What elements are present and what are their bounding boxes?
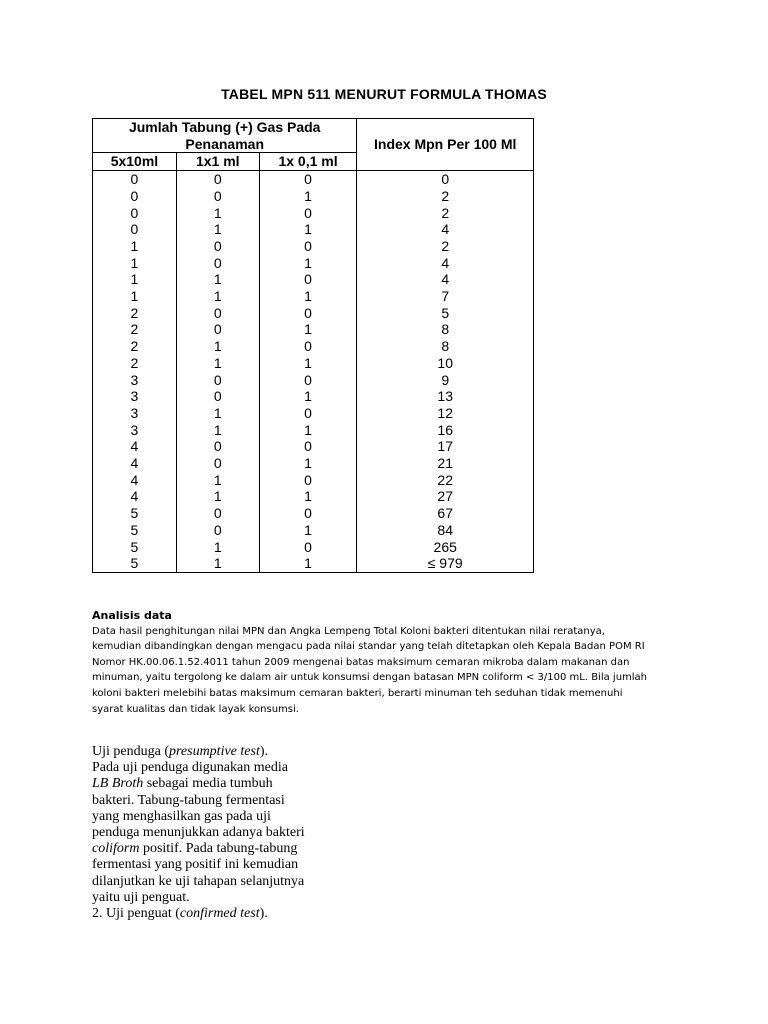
tube-count-cell: 0 [259, 271, 357, 288]
text-line: fermentasi yang positif ini kemudian [92, 857, 299, 873]
tube-count-cell: 0 [259, 539, 357, 556]
tube-count-cell: 0 [259, 438, 357, 455]
analysis-line: minuman, yaitu tergolong ke dalam air untuk konsumsi dengan batasan MPN coliform < 3/100 mL. Bila jumlah [92, 672, 648, 684]
mpn-index-cell: 84 [357, 522, 534, 539]
mpn-index-cell: 4 [357, 221, 534, 238]
tube-count-cell: 1 [93, 238, 177, 255]
col-header-1x1ml: 1x1 ml [176, 153, 259, 171]
tube-count-cell: 3 [93, 422, 177, 439]
mpn-index-cell: 21 [357, 455, 534, 472]
mpn-index-cell: 22 [357, 472, 534, 489]
mpn-index-cell: 2 [357, 238, 534, 255]
table-row [93, 355, 534, 372]
tube-count-cell: 0 [259, 372, 357, 389]
analysis-line: kemudian dibandingkan dengan mengacu pada nilai standar yang telah ditetapkan oleh Kepala Badan POM RI [92, 641, 645, 653]
table-row [93, 405, 534, 422]
analysis-line: syarat kualitas dan tidak layak konsumsi. [92, 703, 299, 715]
tube-count-cell: 4 [93, 488, 177, 505]
tube-count-cell: 1 [259, 488, 357, 505]
tube-count-cell: 1 [176, 539, 259, 556]
col-header-5x10ml: 5x10ml [93, 153, 177, 171]
mpn-index-cell: 10 [357, 355, 534, 372]
table-row [93, 388, 534, 405]
tube-count-cell: 0 [93, 205, 177, 222]
tube-count-cell: 0 [93, 171, 177, 188]
tube-count-cell: 1 [259, 188, 357, 205]
tube-count-cell: 0 [176, 372, 259, 389]
text-line: coliform positif. Pada tabung-tabung [92, 841, 298, 857]
table-row [93, 271, 534, 288]
tube-count-cell: 1 [176, 205, 259, 222]
mpn-index-cell: 2 [357, 205, 534, 222]
tube-count-cell: 2 [93, 338, 177, 355]
tube-count-cell: 0 [176, 238, 259, 255]
tube-count-cell: 1 [176, 488, 259, 505]
text-line: 2. Uji penguat (confirmed test). [92, 906, 268, 922]
tube-count-cell: 1 [259, 255, 357, 272]
tube-count-cell: 1 [259, 355, 357, 372]
table-row [93, 555, 534, 572]
mpn-index-cell: 67 [357, 505, 534, 522]
table-row [93, 288, 534, 305]
tube-count-cell: 0 [176, 305, 259, 322]
mpn-index-cell: 4 [357, 255, 534, 272]
table-row [93, 422, 534, 439]
mpn-index-cell: 12 [357, 405, 534, 422]
table-row [93, 505, 534, 522]
tube-count-cell: 2 [93, 355, 177, 372]
tube-count-cell: 1 [259, 388, 357, 405]
table-body [93, 171, 534, 573]
tube-count-cell: 4 [93, 438, 177, 455]
table-row [93, 188, 534, 205]
tube-count-cell: 1 [259, 288, 357, 305]
tube-count-cell: 0 [259, 505, 357, 522]
mpn-index-cell: 2 [357, 188, 534, 205]
tube-count-cell: 1 [176, 405, 259, 422]
mpn-index-cell: 0 [357, 171, 534, 188]
tube-count-cell: 0 [259, 338, 357, 355]
mpn-index-cell: 16 [357, 422, 534, 439]
table-row [93, 171, 534, 188]
mpn-table [92, 118, 534, 573]
tube-count-cell: 5 [93, 505, 177, 522]
mpn-index-cell: 8 [357, 338, 534, 355]
tube-count-cell: 0 [176, 321, 259, 338]
tube-count-cell: 1 [259, 221, 357, 238]
tube-count-cell: 4 [93, 472, 177, 489]
tube-count-cell: 1 [259, 522, 357, 539]
text-line: Uji penduga (presumptive test). [92, 744, 269, 759]
table-row [93, 205, 534, 222]
tube-count-cell: 0 [176, 255, 259, 272]
tube-count-cell: 5 [93, 522, 177, 539]
tube-count-cell: 1 [259, 555, 357, 572]
presumptive-test-section [92, 744, 352, 922]
tube-count-cell: 1 [176, 555, 259, 572]
tube-count-cell: 0 [259, 405, 357, 422]
table-row [93, 305, 534, 322]
analysis-section [92, 608, 692, 717]
analysis-line: koloni bakteri melebihi batas maksimum cemaran bakteri, berarti minuman teh seduhan tidak memenuhi [92, 687, 623, 699]
table-row [93, 372, 534, 389]
table-row [93, 238, 534, 255]
tube-count-cell: 5 [93, 555, 177, 572]
tube-count-cell: 1 [259, 455, 357, 472]
mpn-index-cell: 27 [357, 488, 534, 505]
tube-count-cell: 0 [176, 388, 259, 405]
analysis-line: Nomor HK.00.06.1.52.4011 tahun 2009 mengenai batas maksimum cemaran mikroba dalam makanan dan [92, 656, 630, 668]
tube-count-cell: 1 [176, 221, 259, 238]
mpn-index-cell: ≤ 979 [357, 555, 534, 572]
tube-count-cell: 0 [93, 188, 177, 205]
table-row [93, 255, 534, 272]
tube-count-cell: 1 [259, 422, 357, 439]
tube-count-cell: 1 [176, 288, 259, 305]
tube-count-cell: 1 [176, 338, 259, 355]
mpn-index-cell: 17 [357, 438, 534, 455]
tube-count-cell: 3 [93, 372, 177, 389]
mpn-index-cell: 8 [357, 321, 534, 338]
tube-count-cell: 3 [93, 405, 177, 422]
tube-count-cell: 0 [176, 455, 259, 472]
text-line: dilanjutkan ke uji tahapan selanjutnya [92, 873, 305, 889]
table-row [93, 438, 534, 455]
tube-count-cell: 1 [93, 271, 177, 288]
tube-count-cell: 1 [176, 472, 259, 489]
table-row [93, 221, 534, 238]
mpn-index-cell: 9 [357, 372, 534, 389]
tube-count-cell: 1 [176, 422, 259, 439]
tube-count-cell: 0 [259, 205, 357, 222]
tube-count-cell: 0 [259, 472, 357, 489]
tube-count-cell: 0 [176, 505, 259, 522]
group-header: Jumlah Tabung (+) Gas Pada Penanaman [93, 119, 357, 153]
table-row [93, 338, 534, 355]
tube-count-cell: 1 [93, 288, 177, 305]
mpn-index-cell: 7 [357, 288, 534, 305]
table-row [93, 321, 534, 338]
mpn-index-cell: 265 [357, 539, 534, 556]
mpn-index-cell: 5 [357, 305, 534, 322]
tube-count-cell: 3 [93, 388, 177, 405]
table-row [93, 472, 534, 489]
text-line: yang menghasilkan gas pada uji [92, 808, 271, 824]
tube-count-cell: 0 [259, 171, 357, 188]
tube-count-cell: 0 [176, 171, 259, 188]
tube-count-cell: 1 [93, 255, 177, 272]
tube-count-cell: 0 [176, 438, 259, 455]
text-line: bakteri. Tabung-tabung fermentasi [92, 792, 285, 808]
text-line: LB Broth sebagai media tumbuh [92, 776, 273, 792]
tube-count-cell: 0 [93, 221, 177, 238]
index-header: Index Mpn Per 100 Ml [357, 119, 534, 171]
tube-count-cell: 4 [93, 455, 177, 472]
tube-count-cell: 2 [93, 321, 177, 338]
tube-count-cell: 0 [176, 188, 259, 205]
text-line: Pada uji penduga digunakan media [92, 760, 288, 776]
table-row [93, 488, 534, 505]
tube-count-cell: 1 [176, 271, 259, 288]
tube-count-cell: 5 [93, 539, 177, 556]
table-row [93, 455, 534, 472]
tube-count-cell: 1 [176, 355, 259, 372]
text-line: penduga menunjukkan adanya bakteri [92, 825, 305, 841]
tube-count-cell: 0 [259, 238, 357, 255]
col-header-1x01ml: 1x 0,1 ml [259, 153, 357, 171]
analysis-line: Data hasil penghitungan nilai MPN dan Angka Lempeng Total Koloni bakteri ditentukan nilai reratanya, [92, 625, 605, 637]
analysis-heading: Analisis data [92, 609, 172, 622]
tube-count-cell: 1 [259, 321, 357, 338]
mpn-index-cell: 4 [357, 271, 534, 288]
mpn-index-cell: 13 [357, 388, 534, 405]
tube-count-cell: 2 [93, 305, 177, 322]
table-row [93, 522, 534, 539]
table-row [93, 539, 534, 556]
tube-count-cell: 0 [176, 522, 259, 539]
text-line: yaitu uji penguat. [92, 889, 190, 905]
tube-count-cell: 0 [259, 305, 357, 322]
table-title: TABEL MPN 511 MENURUT FORMULA THOMAS [221, 86, 547, 102]
